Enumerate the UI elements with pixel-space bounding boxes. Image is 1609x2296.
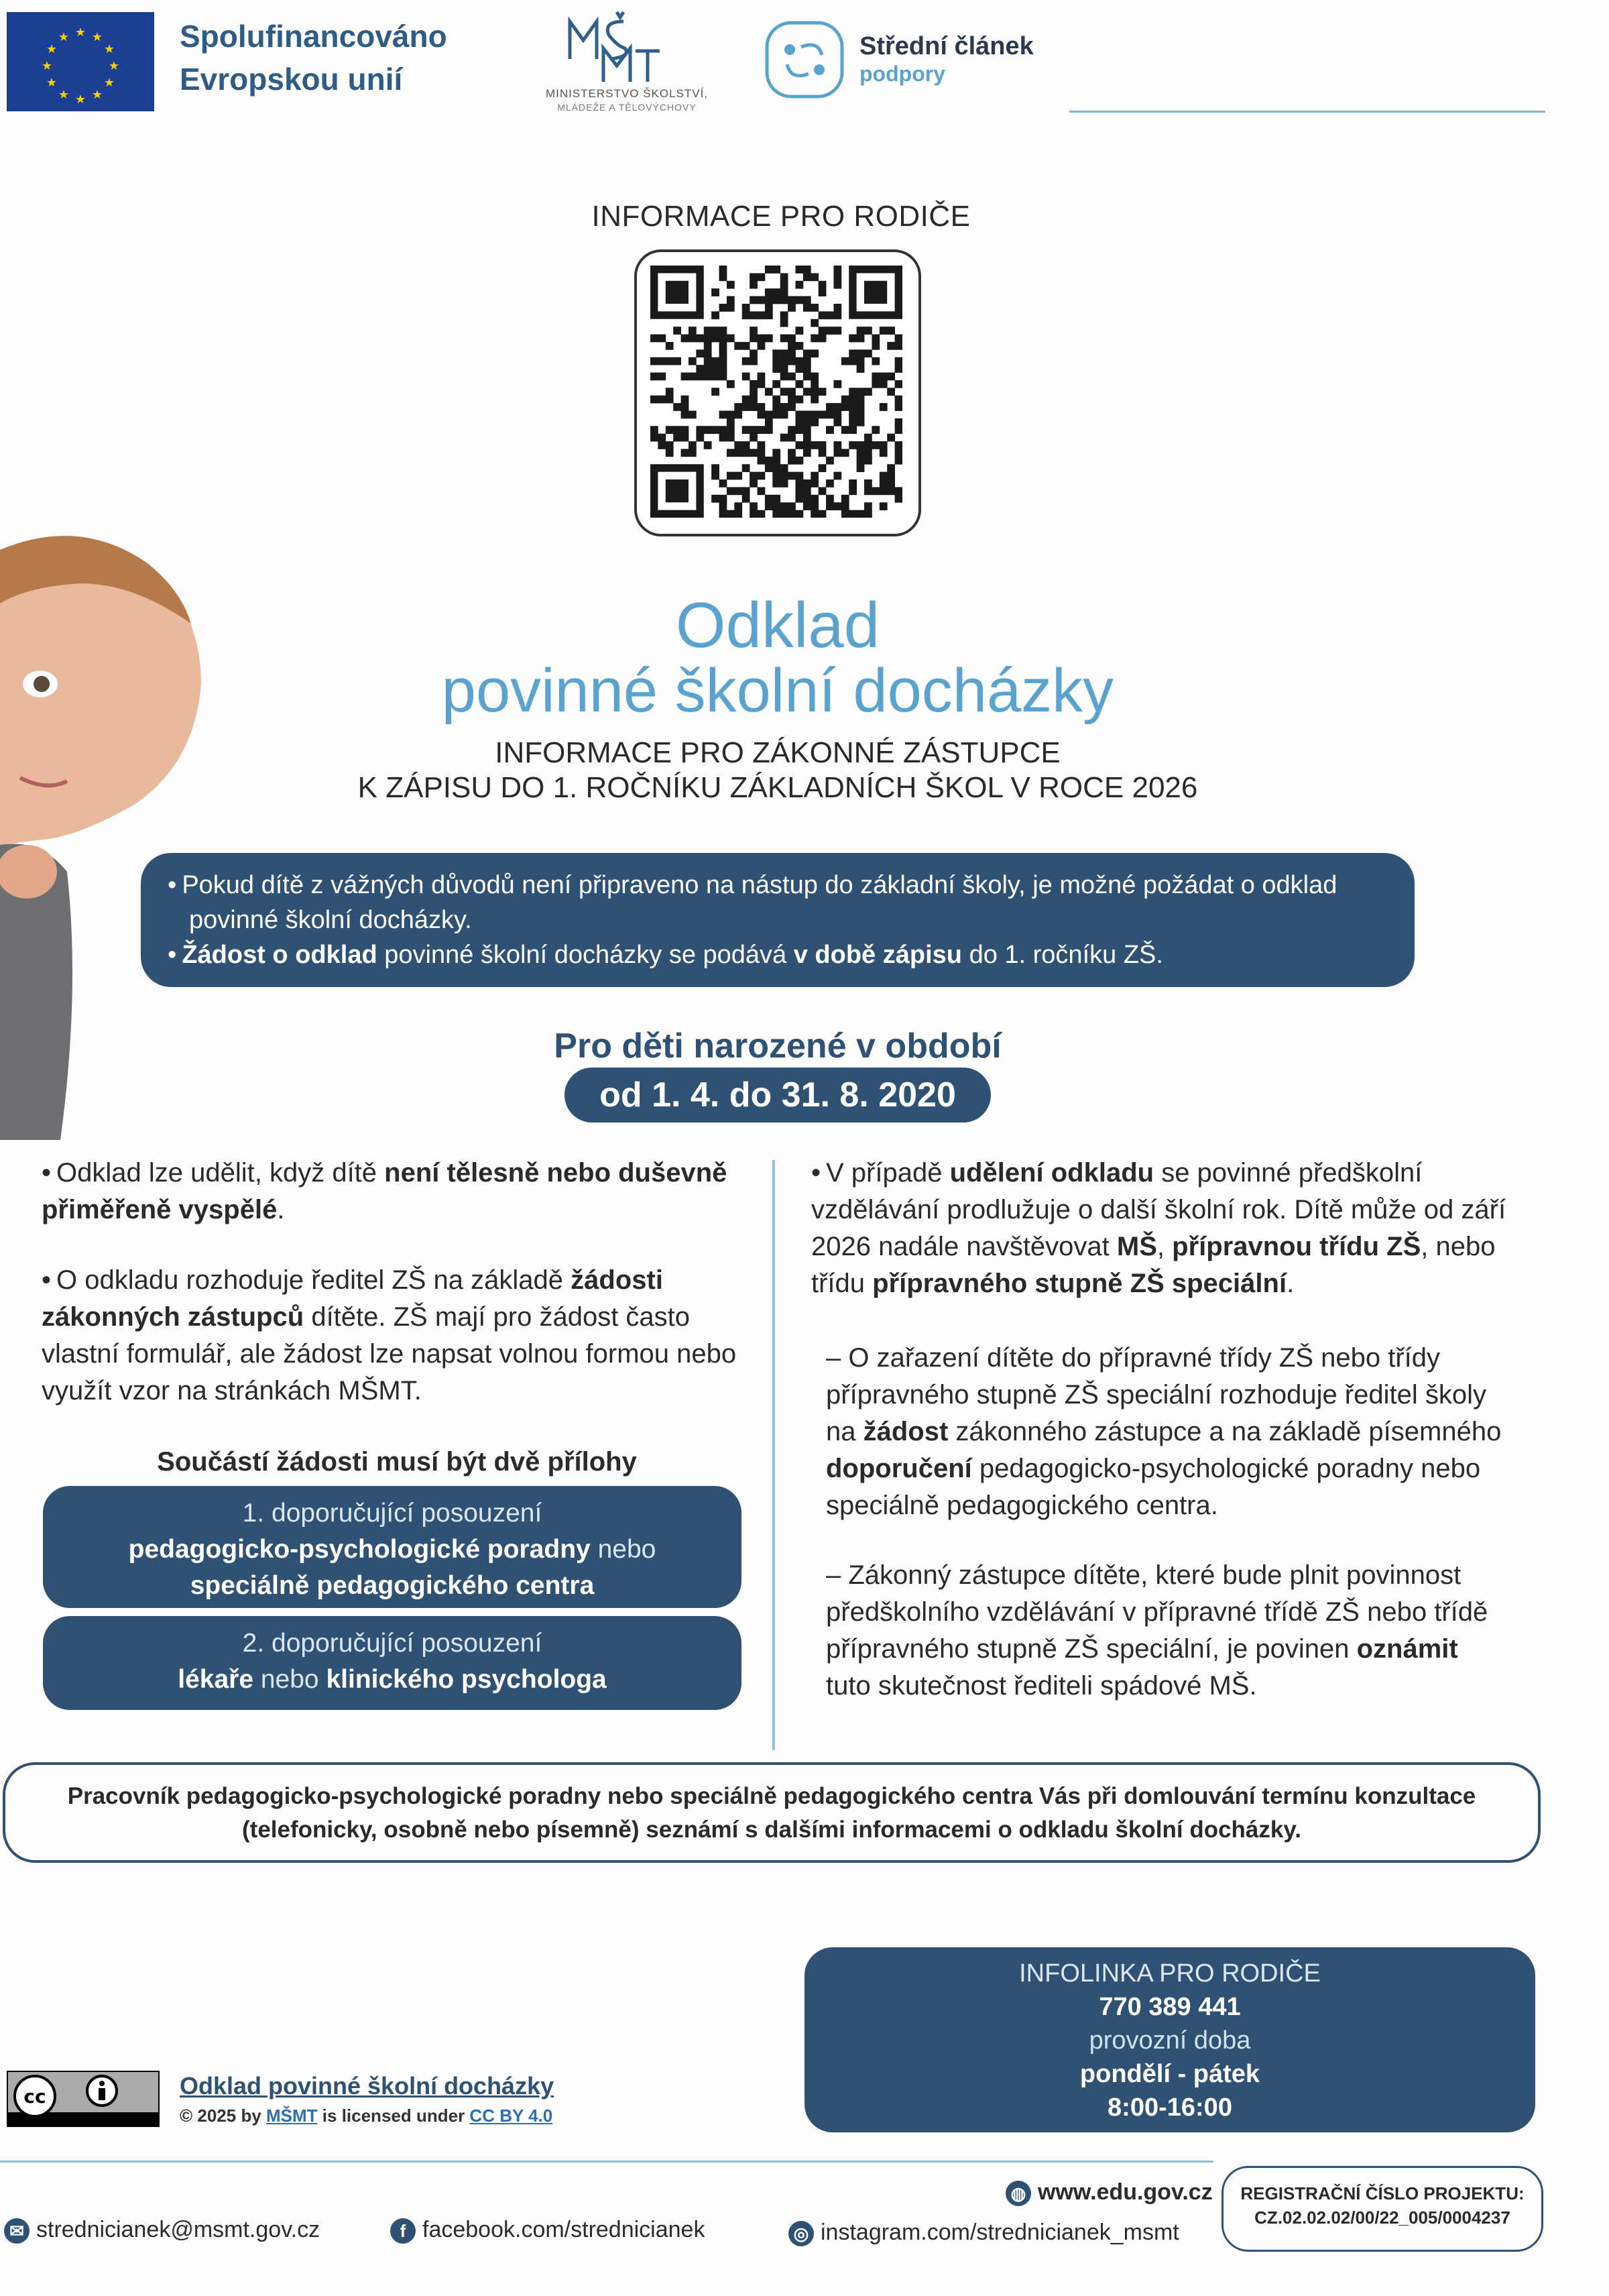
facebook-icon: f xyxy=(390,2218,416,2244)
msmt-logo xyxy=(516,7,737,117)
svg-text:★: ★ xyxy=(46,42,58,56)
right-paragraph-2: – O zařazení dítěte do přípravné třídy ZŠ nebo třídy přípravného stupně ZŠ speciální rozhoduje ředitel školy na žádost zákonného zástupce a na základě písemného doporučení pedagogicko-psychologické poradny nebo speciálně pedagogického centra. xyxy=(826,1343,1502,1520)
svg-text:★: ★ xyxy=(74,93,86,107)
svg-text:★: ★ xyxy=(46,76,58,90)
svg-text:★: ★ xyxy=(58,30,70,44)
eu-line-1: Spolufinancováno xyxy=(180,19,447,54)
notice-line-2: (telefonicky, osobně nebo písemně) seznámí s dalšími informacemi o odkladu školní docházky. xyxy=(242,1817,1301,1843)
author-link[interactable]: MŠMT xyxy=(266,2106,318,2126)
stredni-clanek-logo-icon xyxy=(764,20,845,99)
stredni-clanek-name: Střední článek xyxy=(859,32,1034,60)
email-icon: ✉ xyxy=(4,2218,29,2244)
title-line-1: Odklad xyxy=(675,589,880,661)
intro-bullet-1-line-2: povinné školní docházky. xyxy=(189,906,472,934)
infolinka-title: INFOLINKA PRO RODIČE xyxy=(1019,1959,1321,1988)
footer-facebook-link[interactable]: f facebook.com/strednicianek xyxy=(390,2217,705,2244)
qr-code[interactable] xyxy=(650,266,902,518)
eu-cofinanced-text xyxy=(180,15,447,101)
notice-line-1: Pracovník pedagogicko-psychologické poradny nebo speciálně pedagogického centra Vás při domlouvání termínu konzultace xyxy=(67,1783,1476,1809)
period-range-pill: od 1. 4. do 31. 8. 2020 xyxy=(564,1068,991,1123)
svg-text:★: ★ xyxy=(41,59,53,73)
attachment-1-line-2: pedagogicko-psychologické poradny nebo xyxy=(128,1535,656,1564)
right-paragraph-1: • V případě udělení odkladu se povinné předškolní vzdělávání prodlužuje o další školní rok. Dítě může od září 2026 nadále navštěvovat MŠ, přípravnou třídu ZŠ, nebo třídu přípravného stupně ZŠ speciální. xyxy=(811,1155,1508,1302)
eu-line-2: Evropskou unií xyxy=(180,62,403,97)
infolinka-box xyxy=(804,1947,1535,2132)
title-line-2: povinné školní docházky xyxy=(441,656,1114,725)
svg-text:★: ★ xyxy=(108,59,120,73)
license-link[interactable]: CC BY 4.0 xyxy=(469,2106,553,2126)
attachment-2-box xyxy=(43,1616,741,1710)
intro-bullet-2: • Žádost o odklad povinné školní docházky se podává v době zápisu do 1. ročníku ZŠ. xyxy=(168,937,1388,972)
infolinka-days: pondělí - pátek xyxy=(1079,2060,1260,2088)
footer-divider xyxy=(0,2161,1213,2163)
header-divider xyxy=(1069,111,1545,113)
left-paragraph-2: • O odkladu rozhoduje ředitel ZŠ na základě žádosti zákonných zástupců dítěte. ZŠ mají pro žádost často vlastní formulář, ale žádost lze napsat volnou formou nebo využít vzor na stránkách MŠMT. xyxy=(42,1262,752,1410)
globe-icon: ◍ xyxy=(1006,2181,1031,2206)
subtitle-line-1: INFORMACE PRO ZÁKONNÉ ZÁSTUPCE xyxy=(495,736,1061,769)
intro-info-box xyxy=(141,853,1415,987)
svg-text:★: ★ xyxy=(103,76,115,90)
attachment-1-line-1: 1. doporučující posouzení xyxy=(242,1499,542,1528)
attachment-1-line-3: speciálně pedagogického centra xyxy=(190,1571,595,1600)
registration-number: CZ.02.02.02/00/22_005/0004237 xyxy=(1254,2207,1510,2228)
attachment-2-line-2: lékaře nebo klinického psychologa xyxy=(178,1665,607,1694)
svg-text:★: ★ xyxy=(91,88,103,102)
infolinka-phone[interactable]: 770 389 441 xyxy=(1099,1993,1241,2021)
registration-number-box xyxy=(1221,2166,1543,2252)
svg-text:cc: cc xyxy=(23,2085,46,2108)
subtitle-line-2: K ZÁPISU DO 1. ROČNÍKU ZÁKLADNÍCH ŠKOL V ROCE 2026 xyxy=(357,771,1198,804)
cc-by-badge-icon xyxy=(7,2071,160,2127)
footer-email-link[interactable]: ✉ strednicianek@msmt.gov.cz xyxy=(4,2217,320,2244)
registration-label: REGISTRAČNÍ ČÍSLO PROJEKTU: xyxy=(1240,2183,1525,2203)
attachment-2-line-1: 2. doporučující posouzení xyxy=(242,1629,542,1658)
footer-instagram-link[interactable]: ◎ instagram.com/strednicianek_msmt xyxy=(788,2220,1179,2246)
qr-heading: INFORMACE PRO RODIČE xyxy=(591,200,971,233)
attachments-heading: Součástí žádosti musí být dvě přílohy xyxy=(157,1447,637,1477)
footer-website-link[interactable]: ◍ www.edu.gov.cz xyxy=(1006,2179,1213,2206)
infolinka-hours: 8:00-16:00 xyxy=(1108,2093,1232,2122)
msmt-line-2: MLÁDEŽE A TĚLOVÝCHOVY xyxy=(557,102,697,113)
stredni-clanek-subtitle: podpory xyxy=(859,62,945,86)
svg-text:★: ★ xyxy=(74,25,86,40)
column-divider xyxy=(772,1160,775,1750)
license-line: © 2025 by MŠMT is licensed under CC BY 4.0 xyxy=(180,2106,553,2126)
instagram-icon: ◎ xyxy=(788,2221,814,2246)
msmt-line-1: MINISTERSTVO ŠKOLSTVÍ, xyxy=(545,87,709,100)
intro-bullet-1-line-1: • Pokud dítě z vážných důvodů není připraveno na nástup do základní školy, je možné požádat o odklad xyxy=(168,868,1388,903)
infolinka-hours-label: provozní doba xyxy=(1089,2026,1251,2055)
left-paragraph-1: • Odklad lze udělit, když dítě není tělesně nebo duševně přiměřeně vyspělé. xyxy=(42,1155,752,1228)
svg-text:★: ★ xyxy=(58,88,70,102)
svg-text:★: ★ xyxy=(103,42,115,56)
eu-flag-logo xyxy=(7,12,154,111)
svg-text:★: ★ xyxy=(91,30,103,44)
period-label: Pro děti narozené v období xyxy=(554,1027,1002,1066)
right-paragraph-3: – Zákonný zástupce dítěte, které bude plnit povinnost předškolního vzdělávání v přípravné třídě ZŠ nebo třídě přípravného stupně ZŠ speciální, je povinen oznámit tuto skutečnost řediteli spádové MŠ. xyxy=(826,1560,1488,1701)
consultation-notice xyxy=(3,1762,1541,1863)
attachment-1-box xyxy=(43,1486,741,1608)
license-title-link[interactable]: Odklad povinné školní docházky xyxy=(180,2072,554,2100)
